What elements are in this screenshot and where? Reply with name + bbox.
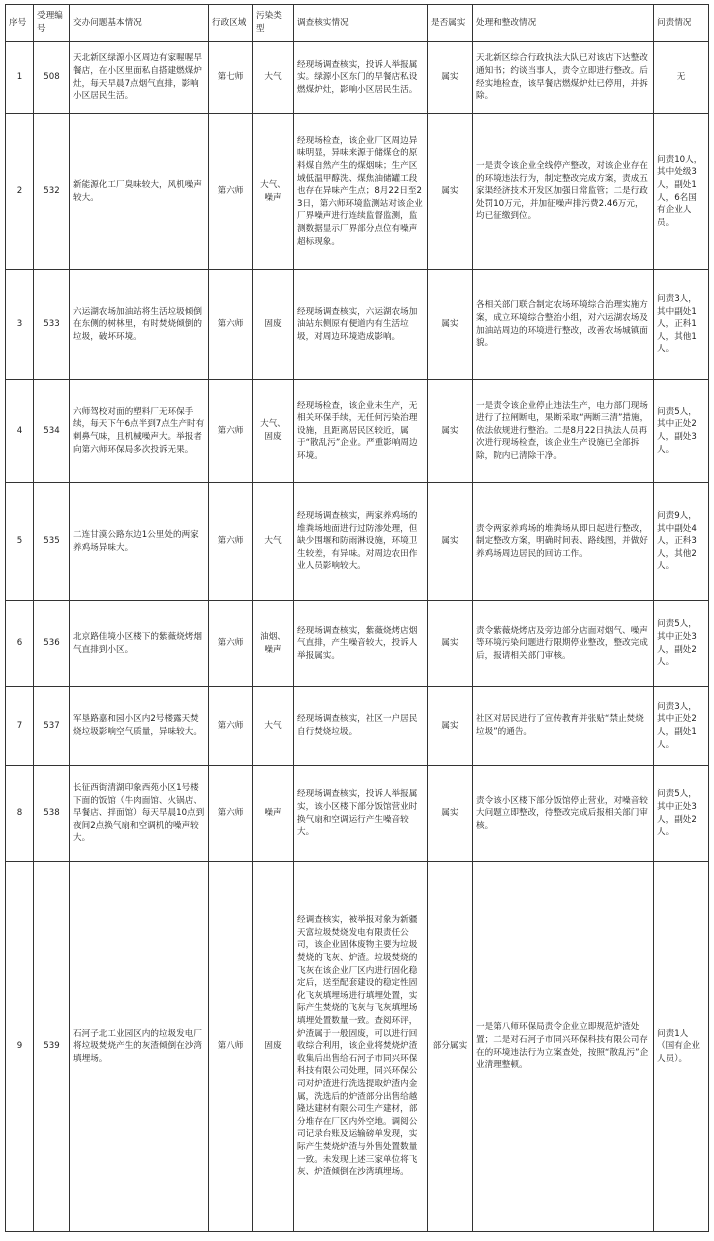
cell-type: 大气 xyxy=(253,687,294,766)
cell-handle: 一是责令该企业全线停产整改，对该企业存在的环境违法行为，制定整改完成方案，责成五家渠经济技术开发区加强日常监管；二是行政处罚10万元，并加征噪声排污费2.46万元，均已征缴到位。 xyxy=(473,114,654,270)
cell-region: 第八师 xyxy=(209,862,253,1232)
cell-seq: 5 xyxy=(6,483,34,601)
cell-verify: 经现场检查，该企业厂区周边异味明显，异味来源于储煤仓的原料煤自然产生的煤烟味；生产区域低温甲醇洗、煤焦油储罐工段也存在异味产生点；8月22日至23日，第六师环境监测站对该企业厂界噪声进行连续监督监测，监测数据显示厂界部分点位有噪声超标现象。 xyxy=(294,114,428,270)
cell-type: 大气 xyxy=(253,42,294,114)
cell-account: 问责5人，其中正处3人，副处2人。 xyxy=(654,601,709,687)
table-row xyxy=(6,601,709,687)
table-row xyxy=(6,380,709,483)
cell-seq: 9 xyxy=(6,862,34,1232)
cell-region: 第六师 xyxy=(209,483,253,601)
cell-num: 508 xyxy=(34,42,70,114)
header-region: 行政区域 xyxy=(209,5,253,42)
cell-verified: 属实 xyxy=(428,483,473,601)
cell-account: 问责1人（国有企业人员）。 xyxy=(654,862,709,1232)
cell-num: 534 xyxy=(34,380,70,483)
table-row xyxy=(6,687,709,766)
cell-region: 第六师 xyxy=(209,270,253,380)
cell-seq: 4 xyxy=(6,380,34,483)
cell-handle: 责令紫薇烧烤店及旁边部分店面对烟气、噪声等环境污染问题进行限期停业整改，整改完成后，报请相关部门审核。 xyxy=(473,601,654,687)
table-row xyxy=(6,270,709,380)
cell-num: 532 xyxy=(34,114,70,270)
cell-type: 固废 xyxy=(253,270,294,380)
cell-verified: 属实 xyxy=(428,766,473,862)
cell-handle: 天北新区综合行政执法大队已对该店下达整改通知书；约谈当事人，责令立即进行整改。后经实地检查，该早餐店燃煤炉灶已停用，并拆除。 xyxy=(473,42,654,114)
header-num: 受理编号 xyxy=(34,5,70,42)
cell-handle: 责令两家养鸡场的堆粪场从即日起进行整改，制定整改方案，明确时间表、路线图，并做好养鸡场周边居民的回访工作。 xyxy=(473,483,654,601)
header-verify: 调查核实情况 xyxy=(294,5,428,42)
cell-account: 问责10人，其中处级3人，副处1人，6名国有企业人员。 xyxy=(654,114,709,270)
cell-num: 536 xyxy=(34,601,70,687)
header-issue: 交办问题基本情况 xyxy=(70,5,209,42)
cell-verify: 经现场调查核实，社区一户居民自行焚烧垃圾。 xyxy=(294,687,428,766)
header-row xyxy=(6,5,709,42)
cell-account: 无 xyxy=(654,42,709,114)
cell-region: 第六师 xyxy=(209,766,253,862)
cell-verify: 经现场调查核实，紫薇烧烤店烟气直排，产生噪音较大，投诉人举报属实。 xyxy=(294,601,428,687)
cell-num: 533 xyxy=(34,270,70,380)
cell-verify: 经现场调查核实，投诉人举报属实，该小区楼下部分饭馆营业时换气扇和空调运行产生噪音较大。 xyxy=(294,766,428,862)
cell-seq: 3 xyxy=(6,270,34,380)
cell-region: 第七师 xyxy=(209,42,253,114)
cell-num: 537 xyxy=(34,687,70,766)
cell-issue: 北京路佳境小区楼下的紫薇烧烤烟气直排到小区。 xyxy=(70,601,209,687)
cell-issue: 军垦路嘉和园小区内2号楼露天焚烧垃圾影响空气质量，异味较大。 xyxy=(70,687,209,766)
cell-handle: 一是责令该企业停止违法生产，电力部门现场进行了拉闸断电，果断采取“两断三清”措施，依法依规进行整治。二是8月22日执法人员再次进行现场检查，该企业生产设施已全部拆除，院内已清除干净。 xyxy=(473,380,654,483)
cell-region: 第六师 xyxy=(209,687,253,766)
cell-handle: 一是第八师环保局责令企业立即规范炉渣处置；二是对石河子市同兴环保科技有限公司存在的环境违法行为立案查处，按照“散乱污”企业清理整顿。 xyxy=(473,862,654,1232)
cell-verify: 经现场调查核实，六运湖农场加油站东侧原有便道内有生活垃圾，对周边环境造成影响。 xyxy=(294,270,428,380)
cell-handle: 责令该小区楼下部分饭馆停止营业，对噪音较大问题立即整改，待整改完成后报相关部门审核。 xyxy=(473,766,654,862)
cell-verify: 经调查核实，被举报对象为新疆天富垃圾焚烧发电有限责任公司，该企业固体废物主要为垃圾焚烧的飞灰、炉渣。垃圾焚烧的飞灰在该企业厂区内进行固化稳定后，送至配套建设的稳定性固化飞灰填埋场进行填埋处置，实际产生焚烧的飞灰与飞灰填埋场填埋处置数量一致。查阅环评，炉渣属于一般固废，可以进行回收综合利用，该企业将焚烧炉渣收集后出售给石河子市同兴环保科技有限公司处理，同兴环保公司对炉渣进行洗选提取炉渣内金属，洗选后的炉渣部分出售给越隆达建材有限公司生产建材，部分堆存在厂区内外空地。调阅公司记录台账及运输磅单发现，实际产生焚烧炉渣与外售处置数量一致。未发现上述三家单位将飞灰、炉渣倾倒在沙湾填埋场。 xyxy=(294,862,428,1232)
cell-type: 油烟、噪声 xyxy=(253,601,294,687)
header-verified: 是否属实 xyxy=(428,5,473,42)
cell-seq: 1 xyxy=(6,42,34,114)
cell-issue: 天北新区绿源小区周边有家喔喔早餐店，在小区里面私自搭建燃煤炉灶，每天早晨7点烟气直排，影响小区居民生活。 xyxy=(70,42,209,114)
cell-seq: 6 xyxy=(6,601,34,687)
cell-num: 538 xyxy=(34,766,70,862)
cell-num: 539 xyxy=(34,862,70,1232)
cell-verify: 经现场检查，该企业未生产，无相关环保手续，无任何污染治理设施，且距离居民区较近，属于“散乱污”企业。严重影响周边环境。 xyxy=(294,380,428,483)
cell-verified: 部分属实 xyxy=(428,862,473,1232)
cell-account: 问责3人，其中副处1人，正科1人，其他1人。 xyxy=(654,270,709,380)
cell-verified: 属实 xyxy=(428,601,473,687)
cell-region: 第六师 xyxy=(209,601,253,687)
header-account: 问责情况 xyxy=(654,5,709,42)
report-table xyxy=(5,4,709,1232)
cell-issue: 六运湖农场加油站将生活垃圾倾倒在东侧的树林里，有时焚烧倾倒的垃圾，破坏环境。 xyxy=(70,270,209,380)
cell-issue: 六师驾校对面的塑料厂无环保手续，每天下午6点半到7点生产时有刺鼻气味，且机械噪声大。举报者向第六师环保局多次投诉无果。 xyxy=(70,380,209,483)
cell-account: 问责3人，其中正处2人，副处1人。 xyxy=(654,687,709,766)
cell-region: 第六师 xyxy=(209,380,253,483)
cell-handle: 各相关部门联合制定农场环境综合治理实施方案，成立环境综合整治小组，对六运湖农场及加油站周边的环境进行整改，改善农场城镇面貌。 xyxy=(473,270,654,380)
cell-type: 大气 xyxy=(253,483,294,601)
cell-type: 大气、噪声 xyxy=(253,114,294,270)
cell-type: 大气、固废 xyxy=(253,380,294,483)
cell-issue: 新能源化工厂臭味较大，风机噪声较大。 xyxy=(70,114,209,270)
cell-verify: 经现场调查核实，两家养鸡场的堆粪场地面进行过防渗处理，但缺少围堰和防雨淋设施，环境卫生较差，有异味。对周边农田作业人员影响较大。 xyxy=(294,483,428,601)
cell-issue: 二连甘漠公路东边1公里处的两家养鸡场异味大。 xyxy=(70,483,209,601)
table-row xyxy=(6,766,709,862)
cell-account: 问责9人，其中副处4人，正科3人，其他2人。 xyxy=(654,483,709,601)
table-row xyxy=(6,42,709,114)
cell-verified: 属实 xyxy=(428,42,473,114)
cell-verified: 属实 xyxy=(428,114,473,270)
table-row xyxy=(6,483,709,601)
cell-num: 535 xyxy=(34,483,70,601)
header-handle: 处理和整改情况 xyxy=(473,5,654,42)
cell-region: 第六师 xyxy=(209,114,253,270)
table-row xyxy=(6,862,709,1232)
header-type: 污染类型 xyxy=(253,5,294,42)
table-row xyxy=(6,114,709,270)
cell-handle: 社区对居民进行了宣传教育并张贴“禁止焚烧垃圾”的通告。 xyxy=(473,687,654,766)
cell-verified: 属实 xyxy=(428,380,473,483)
cell-seq: 8 xyxy=(6,766,34,862)
cell-seq: 2 xyxy=(6,114,34,270)
cell-seq: 7 xyxy=(6,687,34,766)
cell-verified: 属实 xyxy=(428,687,473,766)
cell-issue: 石河子北工业园区内的垃圾发电厂将垃圾焚烧产生的灰渣倾倒在沙湾填埋场。 xyxy=(70,862,209,1232)
cell-verify: 经现场调查核实，投诉人举报属实。绿源小区东门的早餐店私设燃煤炉灶，影响小区居民生活。 xyxy=(294,42,428,114)
header-seq: 序号 xyxy=(6,5,34,42)
cell-type: 固废 xyxy=(253,862,294,1232)
cell-account: 问责5人，其中正处2人，副处3人。 xyxy=(654,380,709,483)
cell-issue: 长征西街清湖印象西苑小区1号楼下面的饭馆（牛肉面馆、火锅店、早餐店、拌面馆）每天早晨10点到夜间2点换气扇和空调机的噪声较大。 xyxy=(70,766,209,862)
cell-type: 噪声 xyxy=(253,766,294,862)
cell-verified: 属实 xyxy=(428,270,473,380)
cell-account: 问责5人，其中正处3人，副处2人。 xyxy=(654,766,709,862)
